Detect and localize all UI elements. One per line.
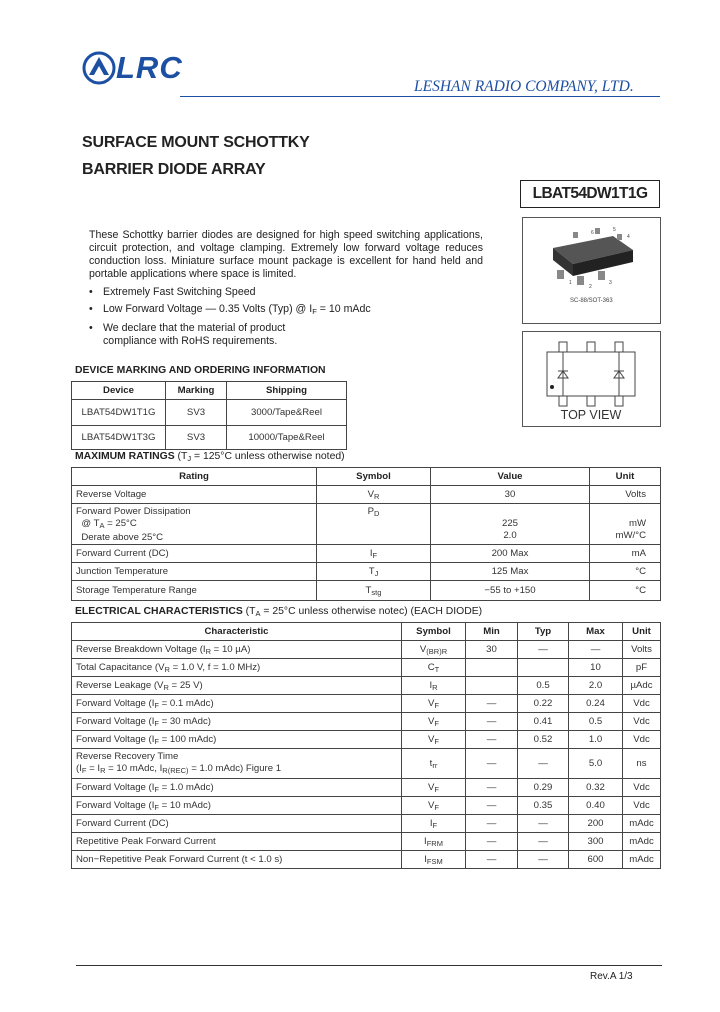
- table-row: [72, 833, 661, 851]
- table-row: [72, 797, 661, 815]
- table-row: [72, 749, 661, 779]
- table-cell: —: [569, 641, 623, 659]
- table-header: Characteristic: [72, 623, 402, 641]
- ordering-table: [71, 381, 347, 450]
- intro-paragraph: These Schottky barrier diodes are designed for high speed switching applications, circuit protection, and voltage clamping. Extremely low forward voltage reduces conduction loss. Miniature surface mount package is excellent for hand held and portable applications where space is limited.: [89, 229, 483, 280]
- table-cell: —: [518, 851, 569, 869]
- table-cell: 10000/Tape&Reel: [227, 426, 347, 450]
- revision-label: Rev.A 1/3: [590, 971, 633, 982]
- table-row: [72, 468, 661, 486]
- table-row: [72, 623, 661, 641]
- table-cell: —: [466, 815, 518, 833]
- table-cell: 200: [569, 815, 623, 833]
- table-cell: —: [518, 815, 569, 833]
- pin-label: 4: [627, 234, 630, 240]
- table-cell: 3000/Tape&Reel: [227, 400, 347, 426]
- table-cell: $I_{FRM}$: [402, 833, 466, 851]
- table-header: Typ: [518, 623, 569, 641]
- table-cell: $V_F$: [402, 731, 466, 749]
- table-cell: [518, 659, 569, 677]
- lrc-logo: [82, 48, 207, 90]
- table-cell: Volts: [623, 641, 661, 659]
- table-row: [72, 659, 661, 677]
- table-cell: $t_{rr}$: [402, 749, 466, 779]
- package-image-box: [522, 217, 661, 324]
- table-row: [72, 677, 661, 695]
- table-cell: 0.32: [569, 779, 623, 797]
- table-cell: $I_F$: [317, 545, 431, 563]
- table-cell: 0.22: [518, 695, 569, 713]
- table-cell: 10: [569, 659, 623, 677]
- table-cell: 0.52: [518, 731, 569, 749]
- table-cell: Non−Repetitive Peak Forward Current (t < 1.0 s): [72, 851, 402, 869]
- table-cell: Vdc: [623, 797, 661, 815]
- table-header: Shipping: [227, 382, 347, 400]
- package-label: SC-88/SOT-363: [570, 298, 613, 304]
- feature-list: [89, 286, 371, 348]
- header-divider: [180, 96, 660, 97]
- table-cell: —: [466, 731, 518, 749]
- table-cell: 200 Max: [431, 545, 590, 563]
- table-header: Symbol: [402, 623, 466, 641]
- table-cell: 1.0: [569, 731, 623, 749]
- table-cell: $I_F$: [402, 815, 466, 833]
- table-cell: Total Capacitance ($V_R = 1.0$ V, f = 1.0 MHz): [72, 659, 402, 677]
- table-cell: Repetitive Peak Forward Current: [72, 833, 402, 851]
- table-cell: Reverse Voltage: [72, 486, 317, 504]
- table-header: Symbol: [317, 468, 431, 486]
- table-row: [72, 815, 661, 833]
- table-cell: LBAT54DW1T1G: [72, 400, 166, 426]
- table-cell: Reverse Breakdown Voltage ($I_R = 10$ µA): [72, 641, 402, 659]
- table-row: [72, 641, 661, 659]
- part-number-box: LBAT54DW1T1G: [520, 180, 660, 208]
- table-cell: Forward Current (DC): [72, 545, 317, 563]
- pin-label: 5: [613, 227, 616, 233]
- table-cell: $V_F$: [402, 695, 466, 713]
- table-cell: —: [518, 749, 569, 779]
- table-row: [72, 563, 661, 581]
- table-cell: Forward Voltage ($I_F = 30$ mAdc): [72, 713, 402, 731]
- table-cell: pF: [623, 659, 661, 677]
- table-row: [72, 545, 661, 563]
- table-cell: 5.0: [569, 749, 623, 779]
- table-cell: 0.35: [518, 797, 569, 815]
- table-cell: —: [466, 797, 518, 815]
- table-cell: $C_T$: [402, 659, 466, 677]
- page-title-line2: BARRIER DIODE ARRAY: [82, 161, 266, 178]
- pin-diagram: [523, 332, 660, 426]
- table-cell: −55 to +150: [431, 581, 590, 601]
- table-cell: $I_{FSM}$: [402, 851, 466, 869]
- table-cell: LBAT54DW1T3G: [72, 426, 166, 450]
- table-cell: °C: [590, 563, 661, 581]
- table-cell: $V_F$: [402, 779, 466, 797]
- table-cell: 0.5: [569, 713, 623, 731]
- table-row: [72, 400, 347, 426]
- package-illustration: [523, 218, 660, 323]
- table-header: Unit: [590, 468, 661, 486]
- table-cell: µAdc: [623, 677, 661, 695]
- table-header: Max: [569, 623, 623, 641]
- table-header: Unit: [623, 623, 661, 641]
- table-cell: —: [466, 749, 518, 779]
- feature-item: • Extremely Fast Switching Speed: [89, 286, 371, 299]
- table-cell: 30: [431, 486, 590, 504]
- table-cell: [466, 659, 518, 677]
- table-cell: Vdc: [623, 713, 661, 731]
- table-cell: $I_R$: [402, 677, 466, 695]
- table-cell: Forward Voltage ($I_F = 10$ mAdc): [72, 797, 402, 815]
- table-cell: 225 2.0: [431, 504, 590, 545]
- table-header: Marking: [166, 382, 227, 400]
- table-row: [72, 731, 661, 749]
- table-cell: 125 Max: [431, 563, 590, 581]
- table-row: [72, 486, 661, 504]
- table-cell: Vdc: [623, 695, 661, 713]
- table-header: Rating: [72, 468, 317, 486]
- table-cell: $V_R$: [317, 486, 431, 504]
- table-cell: Forward Voltage ($I_F = 100$ mAdc): [72, 731, 402, 749]
- table-cell: Vdc: [623, 731, 661, 749]
- table-cell: mAdc: [623, 815, 661, 833]
- feature-item: • We declare that the material of product compliance with RoHS requirements.: [89, 322, 371, 348]
- table-cell: [466, 677, 518, 695]
- table-cell: mAdc: [623, 851, 661, 869]
- table-cell: Forward Current (DC): [72, 815, 402, 833]
- table-cell: 600: [569, 851, 623, 869]
- table-cell: Volts: [590, 486, 661, 504]
- pin-label: 2: [589, 284, 592, 290]
- table-row: [72, 504, 661, 545]
- table-cell: mA: [590, 545, 661, 563]
- table-cell: 0.29: [518, 779, 569, 797]
- table-header: Device: [72, 382, 166, 400]
- table-cell: $P_D$: [317, 504, 431, 545]
- max-ratings-table: [71, 467, 661, 601]
- table-cell: Junction Temperature: [72, 563, 317, 581]
- table-cell: 0.24: [569, 695, 623, 713]
- top-view-label: TOP VIEW: [560, 408, 622, 422]
- table-cell: ns: [623, 749, 661, 779]
- table-cell: —: [466, 851, 518, 869]
- max-ratings-title: MAXIMUM RATINGS ($T_J = 125^\circ C$ unless otherwise noted): [75, 451, 345, 463]
- table-row: [72, 581, 661, 601]
- table-cell: —: [466, 713, 518, 731]
- company-name: LESHAN RADIO COMPANY, LTD.: [414, 78, 634, 95]
- pin-diagram-box: [522, 331, 661, 427]
- table-row: [72, 851, 661, 869]
- footer-divider: [76, 965, 662, 966]
- table-cell: $V_F$: [402, 797, 466, 815]
- table-cell: $V_F$: [402, 713, 466, 731]
- table-cell: Forward Voltage ($I_F = 0.1$ mAdc): [72, 695, 402, 713]
- ordering-section-title: DEVICE MARKING AND ORDERING INFORMATION: [75, 365, 326, 376]
- pin-label: 6: [591, 230, 594, 236]
- lrc-logo-icon: [82, 48, 116, 88]
- logo-text: LRC: [116, 50, 183, 85]
- table-cell: Vdc: [623, 779, 661, 797]
- table-cell: —: [518, 833, 569, 851]
- table-cell: °C: [590, 581, 661, 601]
- table-cell: 0.5: [518, 677, 569, 695]
- table-row: [72, 713, 661, 731]
- feature-item: • Low Forward Voltage — 0.35 Volts (Typ) @ $I_F = 10$ mAdc: [89, 303, 371, 318]
- page-title-line1: SURFACE MOUNT SCHOTTKY: [82, 134, 310, 151]
- table-cell: —: [466, 779, 518, 797]
- pin-label: 1: [569, 280, 572, 286]
- table-cell: $V_{(BR)R}$: [402, 641, 466, 659]
- table-row: [72, 426, 347, 450]
- table-cell: mAdc: [623, 833, 661, 851]
- table-cell: Reverse Recovery Time ($I_F = I_R = 10$ mAdc, $I_{R(REC)} = 1.0$ mAdc) Figure 1: [72, 749, 402, 779]
- table-cell: Forward Power Dissipation @ $T_A = 25^\circ C$ Derate above 25°C: [72, 504, 317, 545]
- table-cell: 2.0: [569, 677, 623, 695]
- table-cell: $T_{stg}$: [317, 581, 431, 601]
- table-cell: —: [466, 833, 518, 851]
- table-cell: 30: [466, 641, 518, 659]
- table-cell: $T_J$: [317, 563, 431, 581]
- table-cell: mW mW/°C: [590, 504, 661, 545]
- table-cell: SV3: [166, 400, 227, 426]
- table-cell: Reverse Leakage ($V_R = 25$ V): [72, 677, 402, 695]
- table-header: Min: [466, 623, 518, 641]
- table-cell: —: [466, 695, 518, 713]
- table-row: [72, 382, 347, 400]
- electrical-table: [71, 622, 661, 869]
- table-cell: 0.40: [569, 797, 623, 815]
- table-cell: Forward Voltage ($I_F = 1.0$ mAdc): [72, 779, 402, 797]
- table-cell: SV3: [166, 426, 227, 450]
- table-cell: 300: [569, 833, 623, 851]
- table-cell: 0.41: [518, 713, 569, 731]
- electrical-title: ELECTRICAL CHARACTERISTICS ($T_A = 25^\circ C$ unless otherwise notec) (EACH DIODE): [75, 606, 483, 618]
- table-row: [72, 779, 661, 797]
- table-cell: Storage Temperature Range: [72, 581, 317, 601]
- table-header: Value: [431, 468, 590, 486]
- table-row: [72, 695, 661, 713]
- pin-label: 3: [609, 280, 612, 286]
- table-cell: —: [518, 641, 569, 659]
